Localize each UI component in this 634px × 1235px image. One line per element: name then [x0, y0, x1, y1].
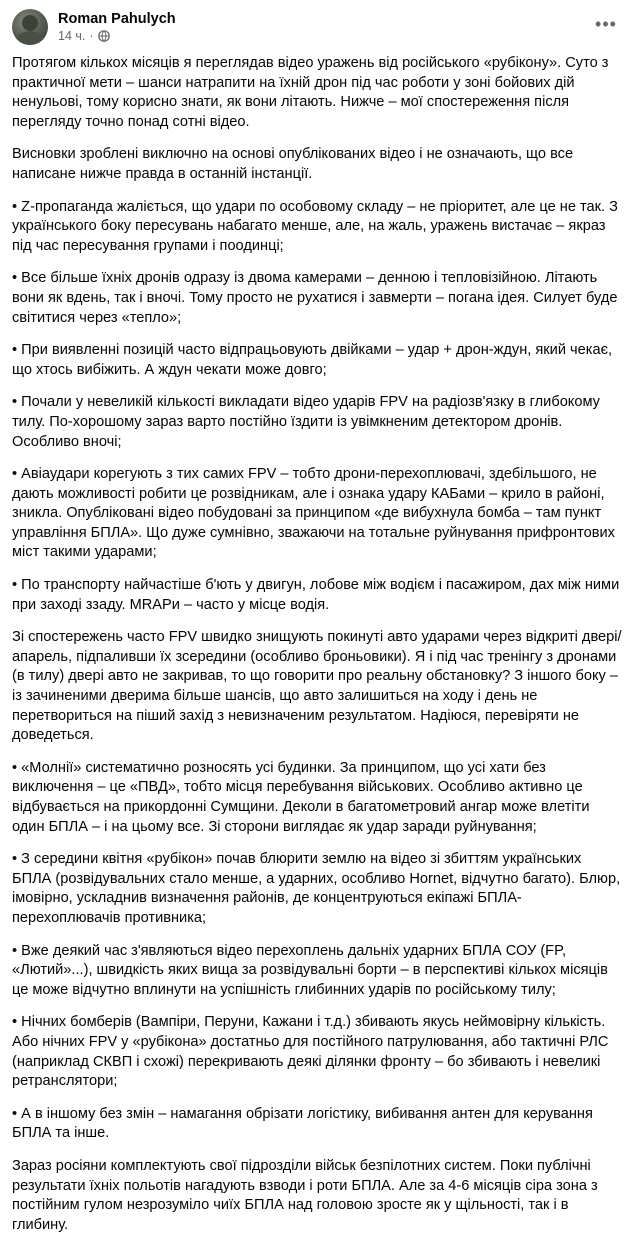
globe-icon [98, 30, 110, 42]
post-paragraph: • Вже деякий час з'являються відео перехоплень дальніх ударних БПЛА СОУ (FP, «Лютий»...), швидкість яких вища за розвідувальні борти – в перспективі кількох місяців це може відчутно вплинути на успішність глибинних ударів по російському тилу; [12, 942, 608, 998]
post-paragraph: • По транспорту найчастіше б'ють у двигун, лобове між водієм і пасажиром, дах між ними при заході ззаду. MRAPи – часто у місце водія. [12, 577, 620, 613]
more-options-icon[interactable]: ••• [595, 13, 617, 34]
post-paragraph: • З середини квітня «рубікон» почав блюрити землю на відео зі збиттям українських БПЛА (розвідувальних стало менше, а ударних, особливо Hornet, відчутно багато). Блюр, імовірно, ускладнив визначення районів, де концентруються екіпажі БПЛА-перехоплювачів противника; [12, 851, 621, 926]
post-paragraph: • Все більше їхніх дронів одразу із двома камерами – денною і тепловізійною. Літають вони як вдень, так і вночі. Тому просто не рухатися і завмерти – погана ідея. Силует буде світитися через «тепло»; [12, 270, 618, 326]
post-header [12, 6, 624, 48]
author-avatar[interactable] [12, 9, 48, 45]
author-name[interactable]: Roman Pahulych [58, 11, 176, 27]
post-paragraph: Протягом кількох місяців я переглядав відео уражень від російського «рубікону». Суто з практичної мети – шанси натрапити на їхній дрон під час роботи у зоні бойових дій ненульові, тому корисно знати, як вони літають. Нижче – мої спостереження після перегляду точно понад сотні відео. [12, 55, 609, 130]
post-content [12, 54, 624, 1235]
post-paragraph: • Авіаудари корегують з тих самих FPV – тобто дрони-перехоплювачі, здебільшого, не дають можливості робити це розвідникам, але і ознака удару КАБами – крило в районі, зникла. Опубліковані відео побудовані за принципом «де вибухнула бомба – там пункт управління БПЛА». Що дуже сумнівно, зважаючи на тотальне руйнування прифронтових міст такими ударами; [12, 466, 615, 561]
post-meta [58, 10, 176, 44]
post-paragraph: Зі спостережень часто FPV швидко знищують покинуті авто ударами через відкриті двері/апарель, підпаливши їх зсередини (особливо броньовики). Я і під час тренінгу з дронами (в тилу) двері авто не закривав, то що говорити про реальну обстановку? З іншого боку – із зачиненими дверима більше шансів, що авто залишиться на ходу і день не перетвориться на піший захід з невизначеним результатом. Надіюся, перевіряти не доведеться. [12, 629, 622, 744]
post-paragraph: • Z-пропаганда жаліється, що удари по особовому складу – не пріоритет, але це не так. З українського боку пересувань набагато менше, але, на жаль, уражень вистачає – якраз під час пересування групами і поодинці; [12, 198, 618, 254]
post-paragraph: • А в іншому без змін – намагання обрізати логістику, вибивання антен для керування БПЛА та інше. [12, 1105, 593, 1142]
post-paragraph: Зараз росіяни комплектують свої підрозділи військ безпілотних систем. Поки публічні результати їхніх польотів нагадують взводи і роти БПЛА. Але за 4-6 місяців сіра зона з постійним гулом незрозуміло чиїх БПЛА над головою зросте як у щільності, так і в глибину. [12, 1157, 598, 1233]
post-paragraph: • «Молнії» систематично розносять усі будинки. За принципом, що усі хати без виключення – це «ПВД», тобто місця перебування військових. Особливо активно це відбувається на прикордонні Сумщини. Деколи в багатометровий ангар може влетіти один БПЛА – і на цьому все. Зі сторони виглядає як удар заради руйнування; [12, 759, 590, 835]
post-paragraph: • Нічних бомберів (Вампіри, Перуни, Кажани і т.д.) збивають якусь неймовірну кількість. Або нічних FPV у «рубікона» достатньо для постійного патрулювання, або тактичні РЛС (наприклад СКВП і схожі) перекривають деякі ділянки фронту – бо збивають і невеликі ретранслятори; [12, 1014, 609, 1090]
post-paragraph: • При виявленні позицій часто відпрацьовують двійками – удар + дрон-ждун, який чекає, що хтось вибіжить. А ждун чекати може довго; [12, 342, 613, 378]
post-time-row [58, 28, 176, 44]
post-timestamp[interactable]: 14 ч. [58, 29, 86, 43]
post-paragraph: Висновки зроблені виключно на основі опублікованих відео і не означають, що все написане нижче правда в останній інстанції. [12, 146, 574, 182]
time-separator: · [89, 29, 94, 43]
post-paragraph: • Почали у невеликій кількості викладати відео ударів FPV на радіозв'язку в глибокому тилу. По-хорошому зараз варто постійно їздити із увімкненим детектором дронів. Особливо вночі; [12, 394, 600, 450]
